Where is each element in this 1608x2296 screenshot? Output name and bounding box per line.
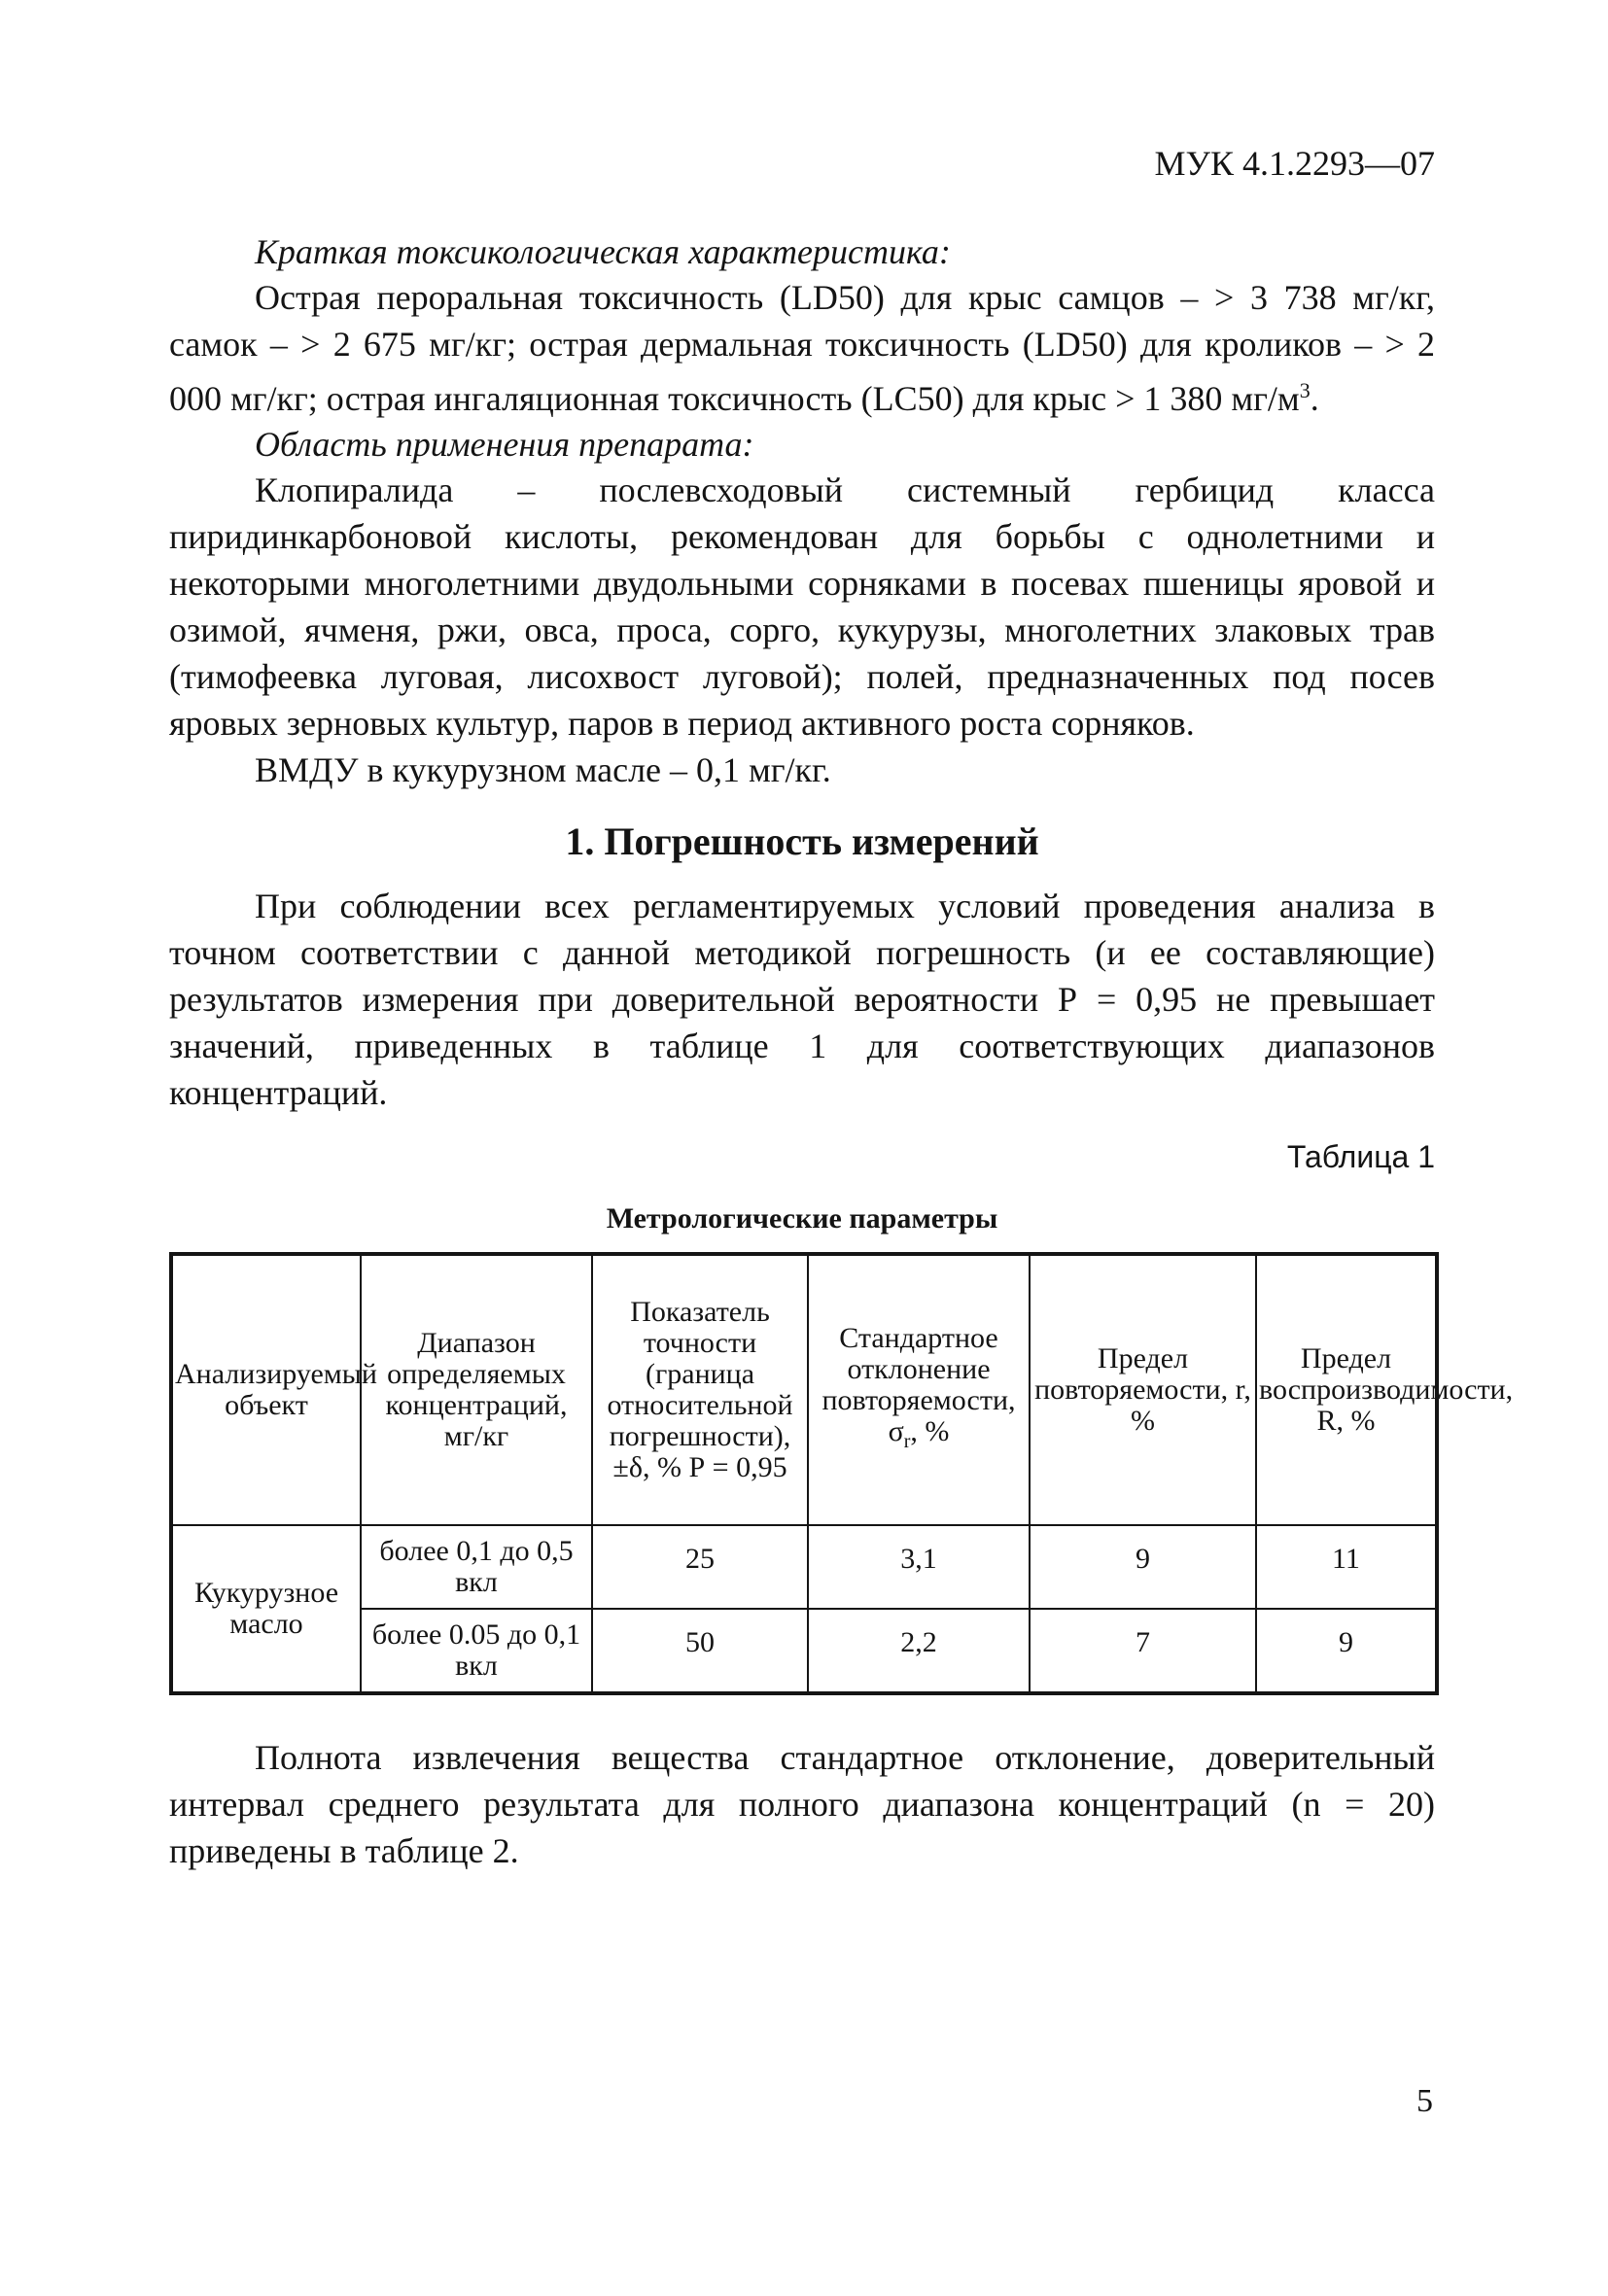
- metrology-table: [169, 1252, 1514, 1695]
- header-std-dev-suffix: , %: [910, 1415, 950, 1447]
- cell-repeatability: 7: [1030, 1609, 1256, 1693]
- application-heading: Область применения препарата:: [255, 425, 754, 464]
- after-table-paragraph: Полнота извлечения вещества стандартное отклонение, доверительный интервал среднего результата для полного диапазона концентраций (n = 20) приведены в таблице 2.: [169, 1738, 1435, 1870]
- cell-repeatability: 9: [1030, 1525, 1256, 1609]
- section-1-title: 1. Погрешность измерений: [565, 819, 1039, 863]
- cell-object: Кукурузное масло: [171, 1525, 361, 1693]
- cell-accuracy: 50: [592, 1609, 808, 1693]
- cell-range: более 0.05 до 0,1 вкл: [361, 1609, 592, 1693]
- toxicology-text-end: .: [1310, 379, 1319, 418]
- cell-reproducibility: 9: [1256, 1609, 1437, 1693]
- header-accuracy: Показатель точности (граница относительной погрешности), ±δ, % Р = 0,95: [592, 1254, 808, 1525]
- cell-range: более 0,1 до 0,5 вкл: [361, 1525, 592, 1609]
- table-number: Таблица 1: [1286, 1139, 1435, 1174]
- header-object: Анализируемый объект: [171, 1254, 361, 1525]
- page-number: 5: [1416, 2083, 1433, 2119]
- application-paragraph: Клопиралида – послевсходовый системный гербицид класса пиридинкарбоновой кислоты, рекомендован для борьбы с однолетними и некоторыми многолетними двудольными сорняками в посевах пшеницы яровой и озимой, ячменя, ржи, овса, проса, сорго, кукурузы, многолетних злаковых трав (тимофеевка луговая, лисохвост луговой); полей, предназначенных под посев яровых зерновых культур, паров в период активного роста сорняков.: [169, 470, 1435, 743]
- header-reproducibility: Предел воспроизводимости, R, %: [1256, 1254, 1437, 1525]
- header-std-dev: [808, 1254, 1030, 1525]
- toxicology-text: Острая пероральная токсичность (LD50) для крыс самцов – > 3 738 мг/кг, самок – > 2 675 мг/кг; острая дермальная токсичность (LD50) для кроликов – > 2 000 мг/кг; острая ингаляционная токсичность (LC50) для крыс > 1 380 мг/м: [169, 278, 1435, 418]
- table-row: [171, 1609, 1437, 1693]
- header-range: Диапазон определяемых концентраций, мг/кг: [361, 1254, 592, 1525]
- document-code: МУК 4.1.2293—07: [1154, 144, 1435, 183]
- table-header-row: [171, 1254, 1437, 1525]
- toxicology-superscript: 3: [1299, 378, 1311, 402]
- cell-std-dev: 3,1: [808, 1525, 1030, 1609]
- cell-std-dev: 2,2: [808, 1609, 1030, 1693]
- table-title: Метрологические параметры: [606, 1202, 998, 1235]
- cell-reproducibility: 11: [1256, 1525, 1437, 1609]
- header-std-dev-text: Стандартное отклонение повторяемости, σ: [821, 1322, 1016, 1447]
- header-repeatability: Предел повторяемости, r, %: [1030, 1254, 1256, 1525]
- page-content: [169, 229, 1514, 1874]
- cell-accuracy: 25: [592, 1525, 808, 1609]
- vmdu-paragraph: ВМДУ в кукурузном масле – 0,1 мг/кг.: [255, 750, 831, 789]
- toxicology-heading: Краткая токсикологическая характеристика:: [255, 232, 951, 271]
- toxicology-paragraph: [169, 274, 1435, 422]
- table-row: [171, 1525, 1437, 1609]
- header-std-dev-sub: r: [903, 1431, 911, 1452]
- section-1-paragraph: При соблюдении всех регламентируемых условий проведения анализа в точном соответствии с данной методикой погрешность (и ее составляющие) результатов измерения при доверительной вероятности Р = 0,95 не превышает значений, приведенных в таблице 1 для соответствующих диапазонов концентраций.: [169, 887, 1435, 1112]
